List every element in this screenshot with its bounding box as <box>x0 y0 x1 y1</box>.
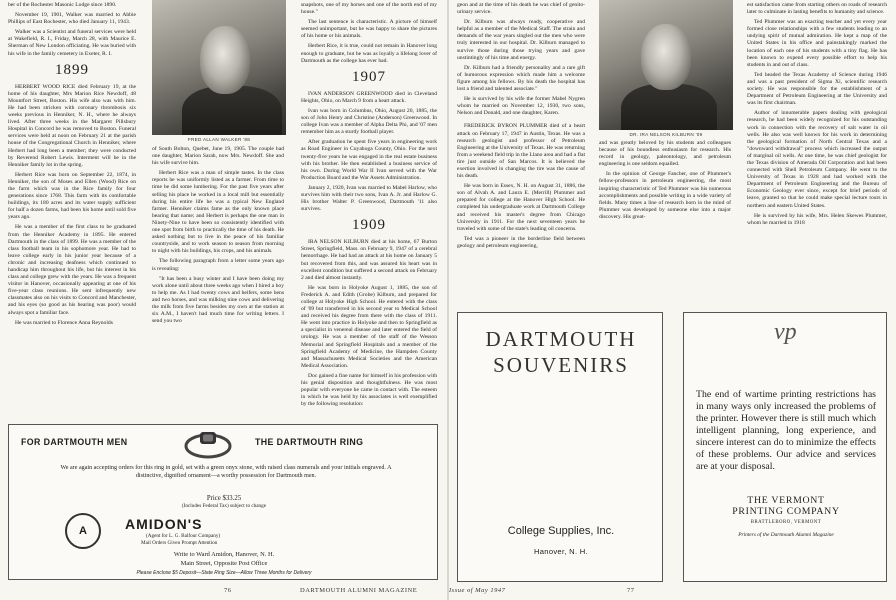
paragraph: He is survived by his wife the former Mabel Nygren whom he married on November 12, 1930, two sons, Nelson and Donald, and one daughter, Karen. <box>457 96 585 117</box>
logo-subline-2: Mail Orders Given Prompt Attention <box>141 540 218 546</box>
class-year-heading: 1899 <box>55 61 89 78</box>
paragraph: Herbert Rice was a man of simple tastes. In the class reports he was uniformly listed as a farmer. From time to time he did some lumbering. For the past five years after selling his place he worked in a local mill but essentially during his entire life he was a typical New England farmer. Henniker claims fame as the only known place bearing that name; and Herbert is perhaps the one man in Ninety-Nine to have been so consistently identified with one spot from birth to practically the time of his death. He asked nothing but to live in the peace of his familiar countryside, and to work season to season from morning to night with his buildings, his crops, and his animals. <box>152 170 284 255</box>
vp-tagline: Printers of the Dartmouth Alumni Magazine <box>738 532 834 538</box>
vp-body-text: The end of wartime printing restrictions has in many ways only increased the problems of the printer. However there is still much which intelligent planning, long experience, and sincere interest can do to minimize the effects of these problems. Our advice and services are at your disposal. <box>696 389 876 472</box>
ring-icon <box>181 429 235 461</box>
left-column-1 <box>8 2 136 408</box>
vp-company-name: THE VERMONT <box>747 495 825 506</box>
paragraph: Doc gained a fine name for himself in his profession with his genial disposition and thoughtfulness. He was most popular with everyone he came in contact with. The esteem in which he was held by his associates is well exemplified by the following resolution: <box>301 372 437 408</box>
paragraph: He was a member of the first class to be graduated from the Henniker Academy in 1895. He entered Dartmouth in the class of 1899. He was a member of the class football team in his sophomore year. He had to leave college early in his junior year because of a chronic and increasing deafness which continued to handicap him throughout his life, but his interest in his class and college grew with the years. He was a frequent visitor in Hanover, occasionally appearing at one of his five-year class reunions. He sent infrequently new classmates also on his visits to Concord and Manchester, and his eyes (so good as his hearing was poor) would always spot a familiar face. <box>8 224 136 316</box>
paragraph: Author of innumerable papers dealing with geological research, he had been widely recognized for his outstanding work in connection with the recovery of salt water in oil wells. He also was well known for his work in determining the geological formation of North Central Texas and a "downward withdrawal" process which increased the output of marginal oil wells. At one time, he was chief geologist for the Texas division of Amerada Oil Corporation and had been connected with Shell Petroleum Company. He went to the University of Texas in 1928 and had worked with the Department of Petroleum Engineering and the Bureau of Economic Geology ever since, except for brief periods of leave, granted so that he could make special lecture tours in northern and eastern United States. <box>747 110 887 209</box>
price-note: (Includes Federal Tax) subject to change <box>181 503 267 509</box>
paragraph: Dr. Kilburn had a friendly personality and a rare gift of humorous expression which made him a welcome figure among his fellows. By his death the hospital has lost a friend and talented associate." <box>457 64 585 93</box>
paragraph: He was married to Florence Anna Reynolds <box>15 319 113 326</box>
souvenirs-headline: SOUVENIRS <box>493 353 629 377</box>
paragraph: est satisfaction came from starting others on roads of research later to culminate in lasting benefits to humanity and science. <box>747 2 887 16</box>
paragraph: He was born in Holyoke August 1, 1885, the son of Frederick A. and Edith (Grobe) Kilburn, and prepared for college at Holyoke High School. He entered with the class of '09 but transferred in his second year to Medical School and received his degree from there with the class of 1911. He went into practice in Holyoke and then to Springfield as a specialist in venereal disease and later entered the field of urology. He was a member of the staff of the Wesson Memorial and Springfield Hospitals and a member of the Springfield Academy of Medicine, the Hampden County and Massachusetts Medical Societies and the American Medical Association. <box>301 284 437 369</box>
ad-headline-left: FOR DARTMOUTH MEN <box>21 437 128 447</box>
vermont-printing-advertisement <box>683 312 887 582</box>
ring-price: Price $33.25 <box>206 495 242 502</box>
ad-body-text: We are again accepting orders for this ring in gold, set with a green onyx stone, with raised class numerals and your initials engraved. A distinctive, dignified ornament—a worthy possession for Dartmouth men. <box>60 465 392 479</box>
vp-location: BRATTLEBORO, VERMONT <box>750 520 822 525</box>
left-page <box>0 0 447 600</box>
page-number: 77 <box>627 587 635 594</box>
paragraph: He was born in Essex, N. H. on August 31, 1886, the son of Alvah A. and Laura E. (Merrill) Plummer and prepared for college at the Hanover High School. He completed his undergraduate work at Dartmouth College and received his master's degree from Chicago University in 1911. For the next seventeen years he traveled with some of the state's leading oil concerns. <box>457 183 585 232</box>
amidons-seal-icon <box>65 513 101 549</box>
paragraph: Ted Plummer was an exacting teacher and yet every year formed close relationships with a few students leading to an undying spirit of mutual admiration. He kept a map of the United States in his office and painstakingly marked the location of each one of his students with a tiny flag. He has been known to expend every possible effort to help his students in and out of class. <box>747 19 887 68</box>
left-column-2 <box>152 146 284 408</box>
dartmouth-ring-advertisement <box>8 424 438 580</box>
paragraph: and was greatly beloved by his students and colleagues because of his boundless enthusiasm for research. His record in geology, paleontology, and petroleum engineering is one seldom equalled. <box>599 140 731 168</box>
right-page <box>449 0 896 600</box>
paragraph: November 19, 1901, Walker was married to Abbie Phillips of East Rochester, who died January 11, 1943. <box>8 12 136 26</box>
paragraph: "It has been a busy winter and I have been doing my work alone until about three weeks ago when I hired a boy to help me. As I had twenty cows and heifers, some hens and two horses, and was milking nine cows and delivering the milk from five farms besides my own at the station at six A.M., I haven't had much time for writing letters. I send you two <box>152 275 284 325</box>
souvenirs-town: Hanover, N. H. <box>533 547 588 556</box>
photo-caption: FRED ALLAN WALKER '88 <box>187 137 251 142</box>
ad-address-line: Main Street, Opposite Post Office <box>180 560 268 567</box>
paragraph: IVAN ANDERSON GREENWOOD died in Cleveland Heights, Ohio, on March 9 from a heart attack. <box>301 90 437 104</box>
paragraph: January 2, 1920, Ivan was married to Mabel Harlow, who survives him with their two sons, Ivan A. Jr. and Harlow G. His brother Walter P. Greenwood, Dartmouth '11 also survives. <box>301 184 437 213</box>
left-column-3 <box>301 2 437 408</box>
ad-notice: Please Enclose $5 Deposit—State Ring Size—Allow Three Months for Delivery <box>136 570 312 576</box>
paragraph: snapshots, one of my horses and one of the north end of my house." <box>301 2 437 16</box>
right-column-3 <box>747 2 887 302</box>
logo-subline: (Agent for L. G. Balfour Company) <box>146 533 221 539</box>
paragraph: He is survived by his wife, Mrs. Helen Skewes Plummer, whom he married in 1918 <box>747 212 887 226</box>
paragraph: Dr. Kilburn was always ready, cooperative and helpful as a member of the Medical Staff. The strain and demands of the war years singled out the men who were truly interested in our hospital. Dr. Kilburn managed to survive those during those trying years and gave unstintingly of his time and energy. <box>457 19 585 61</box>
paragraph: Ivan was born in Columbus, Ohio, August 20, 1885, the son of John Henry and Christine (Anderson) Greenwood. In college Ivan was a member of Alpha Delta Phi, and '07 men remember him as a sturdy football player. <box>301 107 437 136</box>
portrait-photo-walker <box>152 0 286 135</box>
page-number: 76 <box>224 587 232 594</box>
souvenirs-headline: DARTMOUTH <box>485 327 637 351</box>
souvenirs-company: College Supplies, Inc. <box>507 525 615 537</box>
photo-caption: DR. IRA NELSON KILBURN '09 <box>629 132 703 137</box>
ad-address-line: Write to Ward Amidon, Hanover, N. H. <box>173 551 275 558</box>
paragraph: HERBERT WOOD RICE died February 19, at the home of his daughter, Mrs Marion Rice Newdoff, 48 Mountfort Street, Boston. His wife also was with him. He had been stricken with coronary thrombosis six weeks previous in Henniker, N. H., where he always lived. After three weeks in the Margaret Pillsbury Hospital in Concord he was removed to Boston. Funeral services were held at noon on February 21 at the parish house of the Congregational Church in Henniker, where Herbert had long been a member; they were conducted by Reverend Robert Lewis. Interment will be in the Henniker family lot in the spring. <box>8 83 136 168</box>
paragraph: Ted headed the Texas Academy of Science during 1946 and was a past president of Sigma Xi, scientific research society. He was responsible for the establishment of a Department of Petroleum Engineering at the University and was its first chairman. <box>747 71 887 107</box>
vp-company-name: PRINTING COMPANY <box>732 506 840 517</box>
vp-monogram-logo: vp <box>774 319 797 345</box>
paragraph: FREDERICK BYRON PLUMMER died of a heart attack on February 17, 1947 in Austin, Texas. He was a research geologist and professor of Petroleum Engineering at the University of Texas. He was returning from a weekend field trip in the Llano area and had a flat tire just outside of San Marcos. It is believed the exertion involved in changing the tire was the cause of his death. <box>457 123 585 180</box>
paragraph: Herbert Rice was born on September 22, 1874, in Henniker, the son of Moses and Ellen (Wood) Rice on the farm which was in the Rice family for four generations since 1768. This farm with its comfortable buildings, its 180 acres and its water supply sufficient for half a dozen farms, had been his home until sold five years ago. <box>8 171 136 221</box>
class-year-heading: 1909 <box>352 217 386 234</box>
paragraph: Herbert Rice, it is true, could not remain in Hanover long enough to graduate, but he was as loyally a lifelong lover of Dartmouth as the college has ever had. <box>301 43 437 64</box>
class-year-heading: 1907 <box>352 68 386 85</box>
paragraph: Ted was a pioneer in the borderline field between geology and petroleum engineering, <box>457 235 585 249</box>
issue-date: Issue of May 1947 <box>449 587 506 594</box>
paragraph: geon and at the time of his death he was chief of genito-urinary service. <box>457 2 585 16</box>
paragraph: IRA NELSON KILBURN died at his home, 67 Burton Street, Springfield, Mass. on February 9, 1947 of a cerebral hemorrhage. He had had an attack at his home on January 5 but recovered from this, and was assured his heart was in excellent condition but suffered a second attack on February 2 and died almost instantly. <box>301 239 437 281</box>
running-head: DARTMOUTH ALUMNI MAGAZINE <box>300 587 418 594</box>
paragraph: In the opinion of George Fancher, one of Plummer's fellow-professors in petroleum engineering, the most inspiring characteristic of Ted Plummer was his numerous accomplishments and possible writing in a wide variety of fields. Many times a line of research born in the mind of Plummer was developed by someone else into a major discovery. His great- <box>599 171 731 220</box>
paragraph: ber of the Rochester Masonic Lodge since 1890. <box>8 2 117 8</box>
amidons-logo: AMIDON'S <box>125 516 203 532</box>
paragraph: The following paragraph from a letter some years ago is revealing: <box>152 258 284 272</box>
right-column-1 <box>457 2 585 302</box>
seal-letter: A <box>79 525 87 537</box>
dartmouth-souvenirs-advertisement <box>457 312 663 582</box>
paragraph: Walker was a Scientist and funeral services were held at Wakefield, R. I., Friday, March 28, with Maurice E. Sherman of New London officiating. He was buried with his wife in the family cemetery in Exeter, R. I. <box>8 29 136 57</box>
paragraph: After graduation he spent five years in engineering work as Road Engineer in Cuyahoga County, Ohio. For the next twenty-five years he was engaged in the real estate business with his brother. He then established a business service of his own. During World War II Ivan served with the War Production Board and the War Assets Administration. <box>301 139 437 181</box>
paragraph: of South Bolton, Quebet, June 19, 1905. The couple had one daughter, Marion Sarah, now Mrs. Newdoff. She and his wife survive him. <box>152 146 284 167</box>
paragraph: The last sentence is characteristic. A picture of himself seemed unimportant, but he was happy to share the pictures of his home or his animals. <box>301 19 437 40</box>
right-column-2 <box>599 140 731 302</box>
portrait-photo-kilburn <box>599 0 733 130</box>
ad-headline-right: THE DARTMOUTH RING <box>255 437 364 447</box>
